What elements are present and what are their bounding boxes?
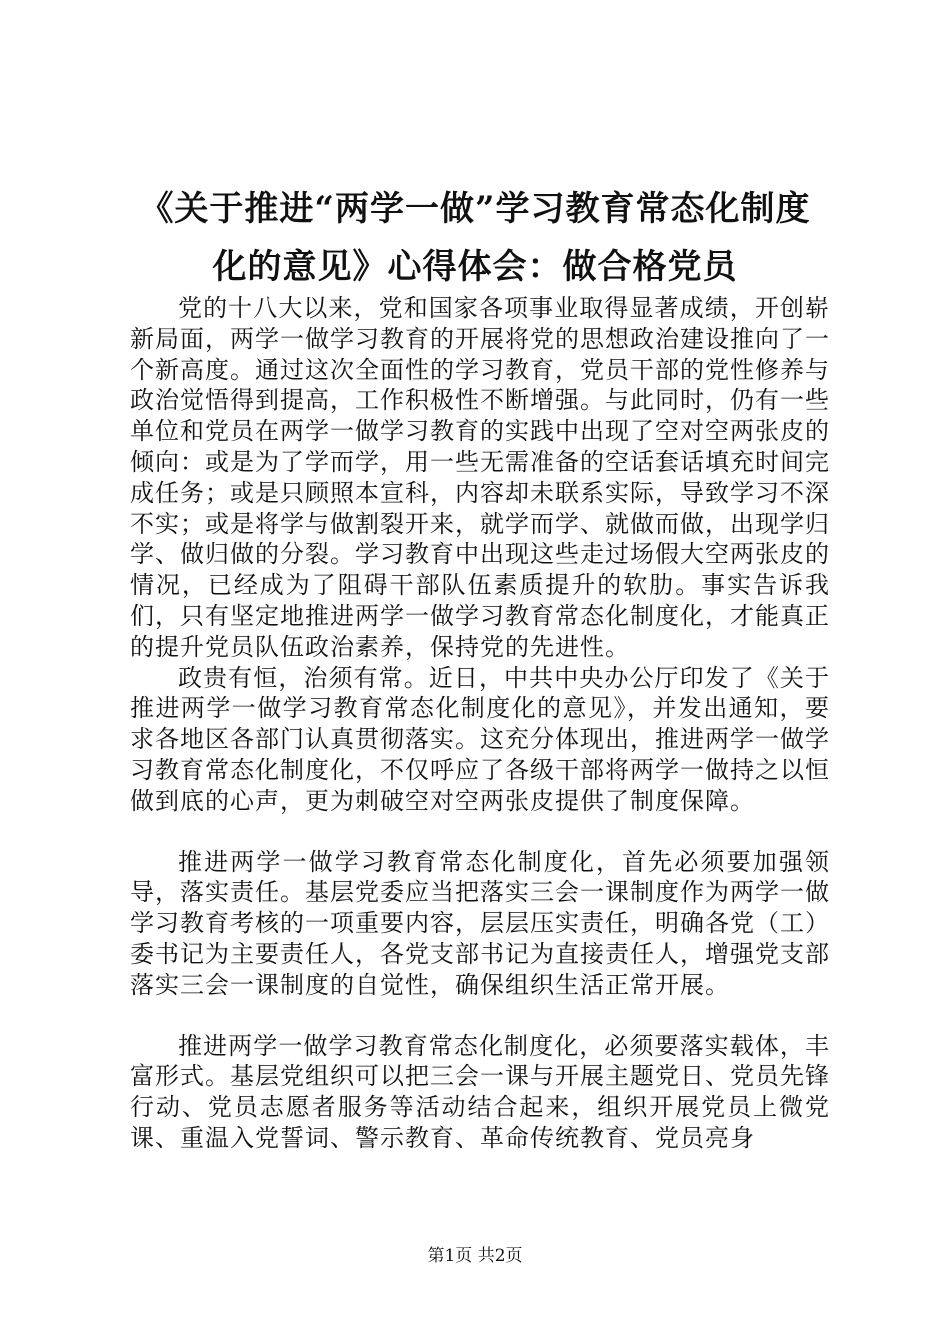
title-line-2: 化的意见》心得体会：做合格党员 bbox=[212, 247, 738, 287]
paragraph-1: 党的十八大以来，党和国家各项事业取得显著成绩，开创崭新局面，两学一做学习教育的开展将党的思想政治建设推向了一个新高度。通过这次全面性的学习教育，党员干部的党性修养与政治觉悟得到提高，工作积极性不断增强。与此同时，仍有一些单位和党员在两学一做学习教育的实践中出现了空对空两张皮的倾向：或是为了学而学，用一些无需准备的空话套话填充时间完成任务；或是只顾照本宣科，内容却未联系实际，导致学习不深不实；或是将学与做割裂开来，就学而学、就做而做，出现学归学、做归做的分裂。学习教育中出现这些走过场假大空两张皮的情况，已经成为了阻碍干部队伍素质提升的软肋。事实告诉我们，只有坚定地推进两学一做学习教育常态化制度化，才能真正的提升党员队伍政治素养，保持党的先进性。 bbox=[130, 294, 830, 661]
document-title bbox=[100, 180, 850, 296]
paragraph-4: 推进两学一做学习教育常态化制度化，必须要落实载体，丰富形式。基层党组织可以把三会一课与开展主题党日、党员先锋行动、党员志愿者服务等活动结合起来，组织开展党员上微党课、重温入党誓词、警示教育、革命传统教育、党员亮身 bbox=[130, 1031, 830, 1152]
page-footer: 第1页 共2页 bbox=[427, 1246, 523, 1266]
document-body bbox=[130, 293, 830, 1154]
paragraph-2: 政贵有恒，治须有常。近日，中共中央办公厅印发了《关于推进两学一做学习教育常态化制度化的意见》，并发出通知，要求各地区各部门认真贯彻落实。这充分体现出，推进两学一做学习教育常态化制度化，不仅呼应了各级干部将两学一做持之以恒做到底的心声，更为刺破空对空两张皮提供了制度保障。 bbox=[130, 663, 830, 815]
paragraph-3: 推进两学一做学习教育常态化制度化，首先必须要加强领导，落实责任。基层党委应当把落实三会一课制度作为两学一做学习教育考核的一项重要内容，层层压实责任，明确各党（工）委书记为主要责任人，各党支部书记为直接责任人，增强党支部落实三会一课制度的自觉性，确保组织生活正常开展。 bbox=[130, 847, 830, 999]
title-line-1: 《关于推进“两学一做”学习教育常态化制度 bbox=[139, 189, 811, 229]
